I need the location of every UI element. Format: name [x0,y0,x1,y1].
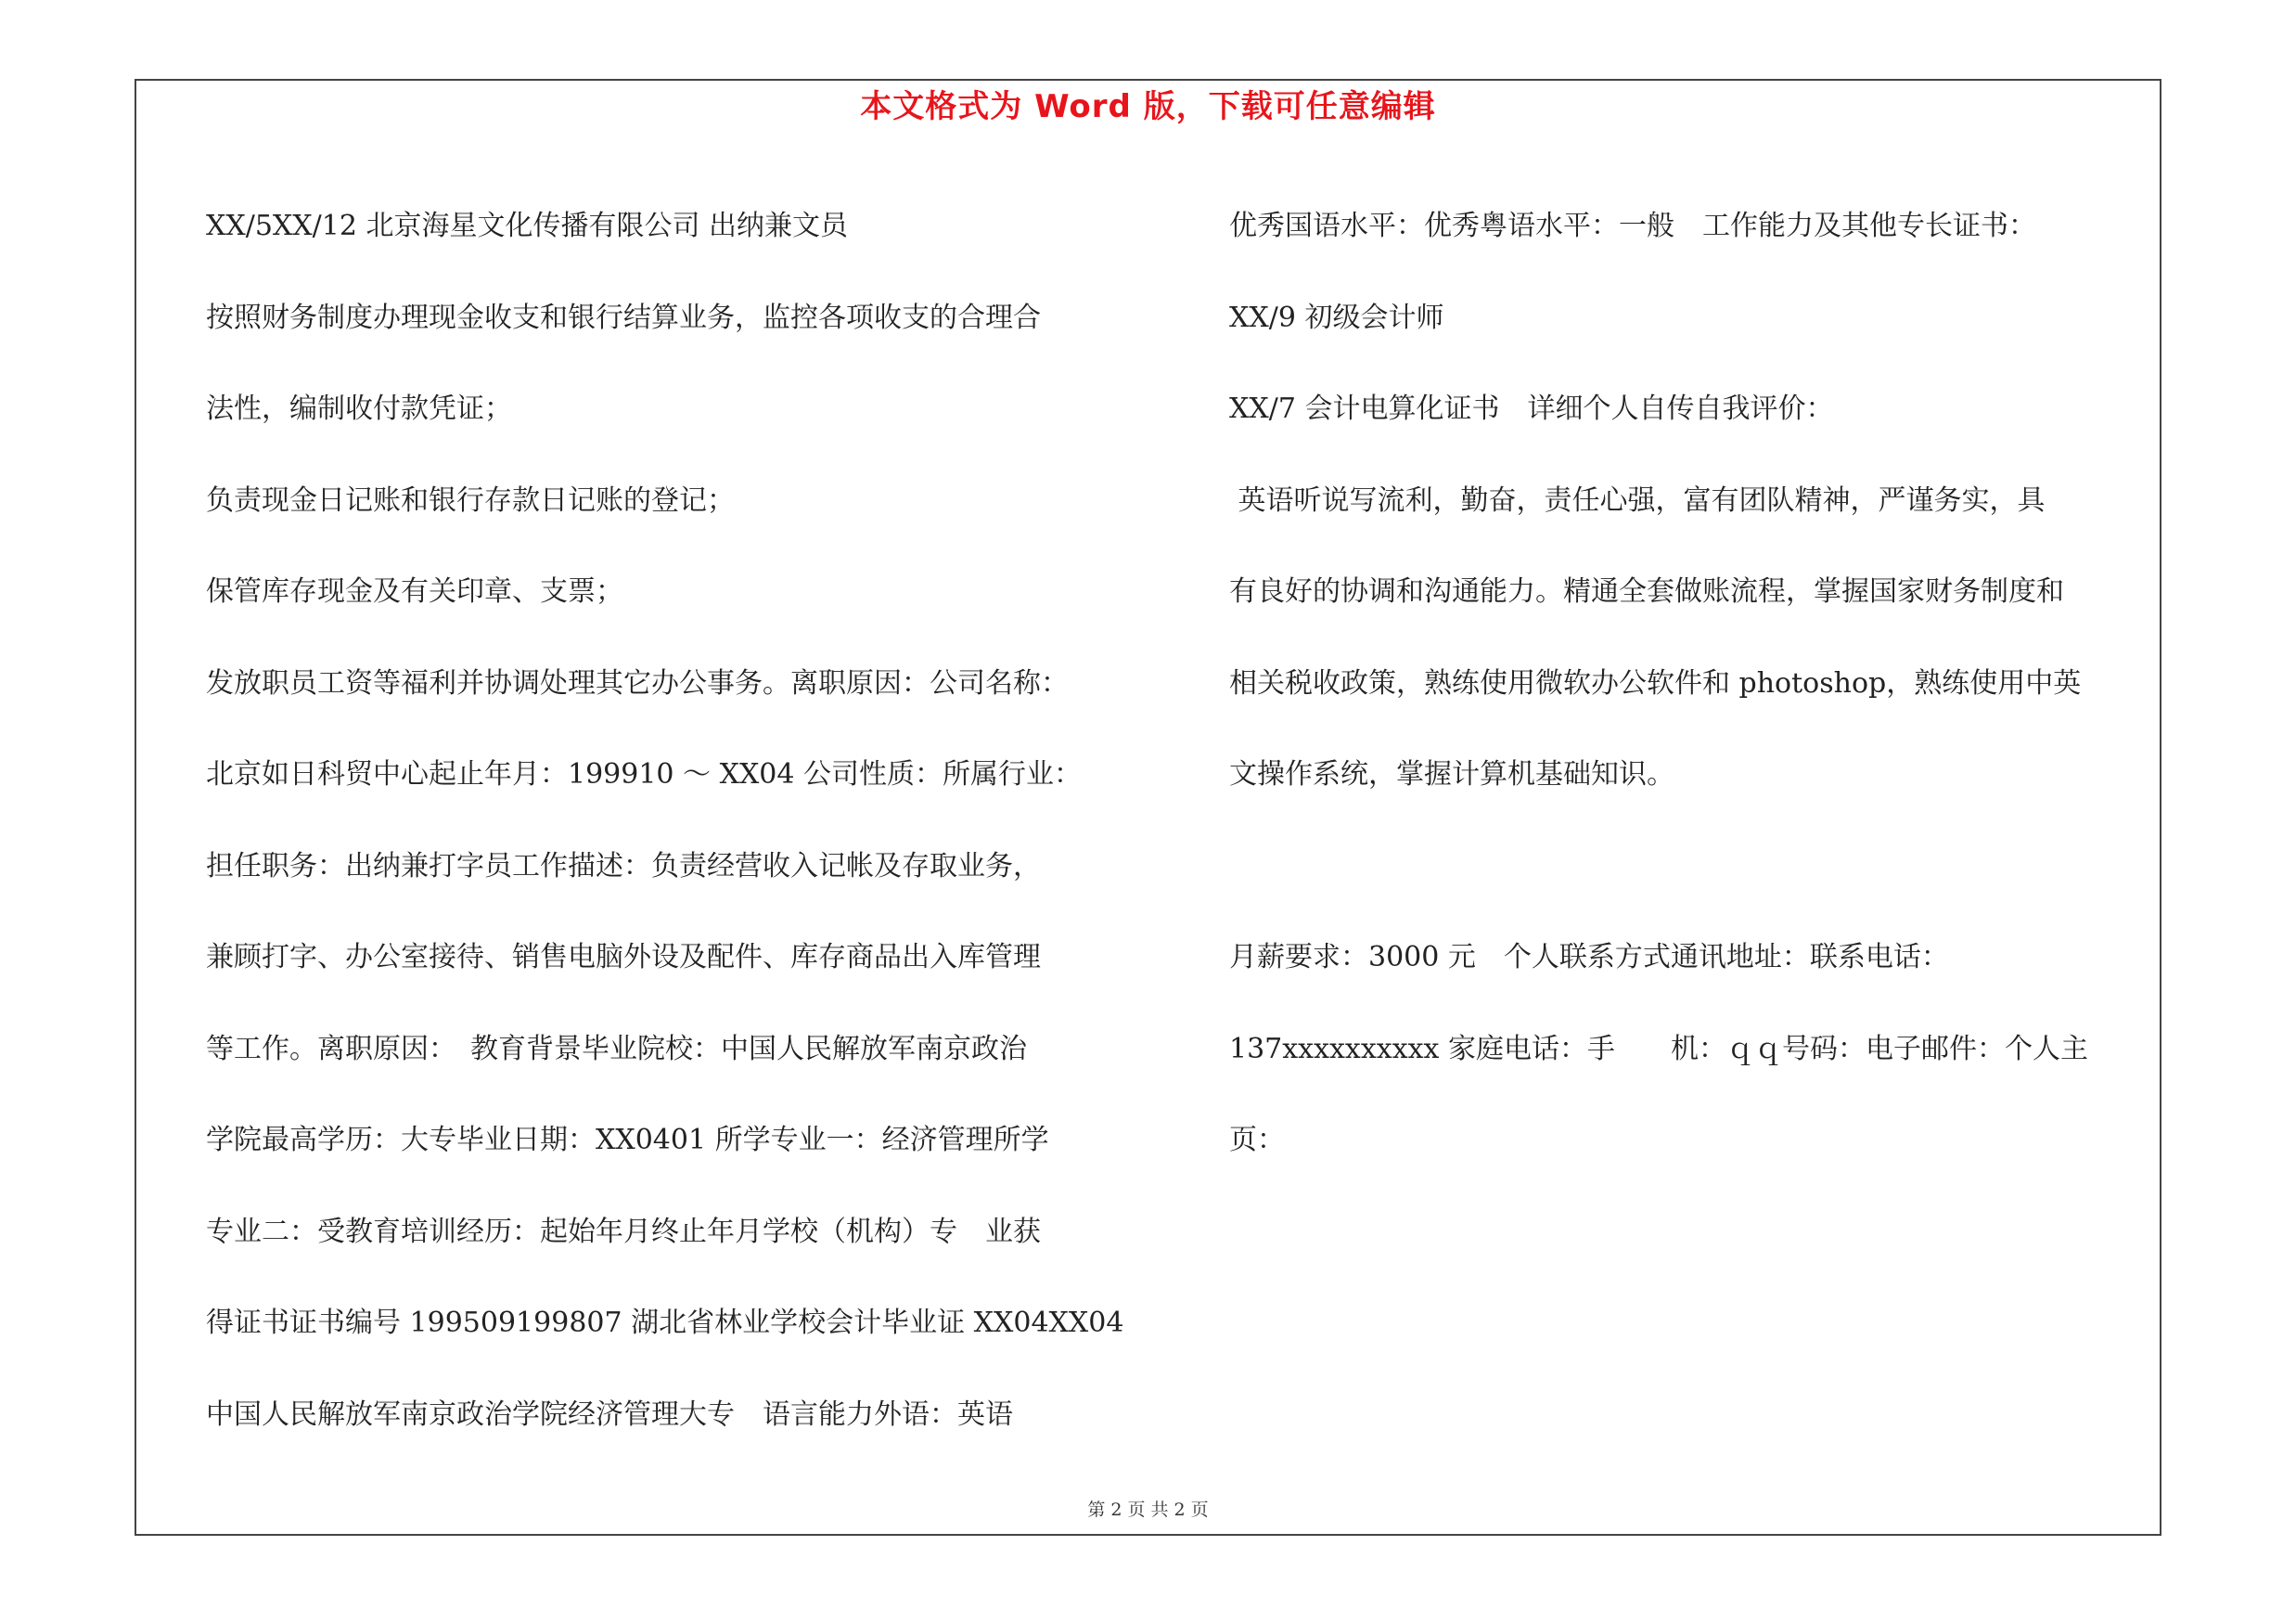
page-number-footer: 第 2 页 共 2 页 [1087,1500,1209,1520]
right-line: 相关税收政策，熟练使用微软办公软件和 photoshop，熟练使用中英 [1229,666,2082,700]
left-line: 兼顾打字、办公室接待、销售电脑外设及配件、库存商品出入库管理 [206,941,1041,973]
right-blank-line [1229,821,2157,913]
right-line: XX/7 会计电算化证书 详细个人自传自我评价： [1229,393,1834,425]
left-line: 北京如日科贸中心起止年月：199910 ～ XX04 公司性质：所属行业： [206,758,1083,791]
right-column [1229,181,2157,1187]
left-line: 中国人民解放军南京政治学院经济管理大专 语言能力外语：英语 [206,1398,1013,1431]
left-line: 负责现金日记账和银行存款日记账的登记； [206,483,735,517]
left-line: 法性，编制收付款凭证； [206,393,512,425]
left-line: 担任职务：出纳兼打字员工作描述：负责经营收入记帐及存取业务， [206,849,1041,882]
right-line: 页： [1229,1124,1285,1156]
right-line: 有良好的协调和沟通能力。精通全套做账流程，掌握国家财务制度和 [1229,575,2064,608]
right-line: 137xxxxxxxxxx 家庭电话：手 机：ｑｑ号码：电子邮件：个人主 [1229,1032,2088,1065]
left-line: XX/5XX/12 北京海星文化传播有限公司 出纳兼文员 [206,210,848,242]
right-line: 英语听说写流利，勤奋，责任心强，富有团队精神，严谨务实，具 [1229,483,2046,517]
left-column [206,181,1143,1461]
left-line: 按照财务制度办理现金收支和银行结算业务，监控各项收支的合理合 [206,301,1041,334]
left-line: 等工作。离职原因： 教育背景毕业院校：中国人民解放军南京政治 [206,1032,1027,1065]
left-line: 学院最高学历：大专毕业日期：XX0401 所学专业一：经济管理所学 [206,1124,1049,1156]
left-line: 专业二：受教育培训经历：起始年月终止年月学校（机构）专 业获 [206,1215,1041,1248]
right-line: XX/9 初级会计师 [1229,301,1444,334]
right-line: 月薪要求：3000 元 个人联系方式通讯地址：联系电话： [1229,941,1949,973]
right-line: 优秀国语水平：优秀粤语水平：一般 工作能力及其他专长证书： [1229,210,2036,242]
right-line: 文操作系统，掌握计算机基础知识。 [1229,758,1674,791]
left-line: 保管库存现金及有关印章、支票； [206,575,623,608]
left-line: 得证书证书编号 199509199807 湖北省林业学校会计毕业证 XX04XX04 [206,1307,1124,1339]
word-format-banner: 本文格式为 Word 版，下载可任意编辑 [860,88,1436,125]
left-line: 发放职员工资等福利并协调处理其它办公事务。离职原因：公司名称： [206,666,1069,700]
